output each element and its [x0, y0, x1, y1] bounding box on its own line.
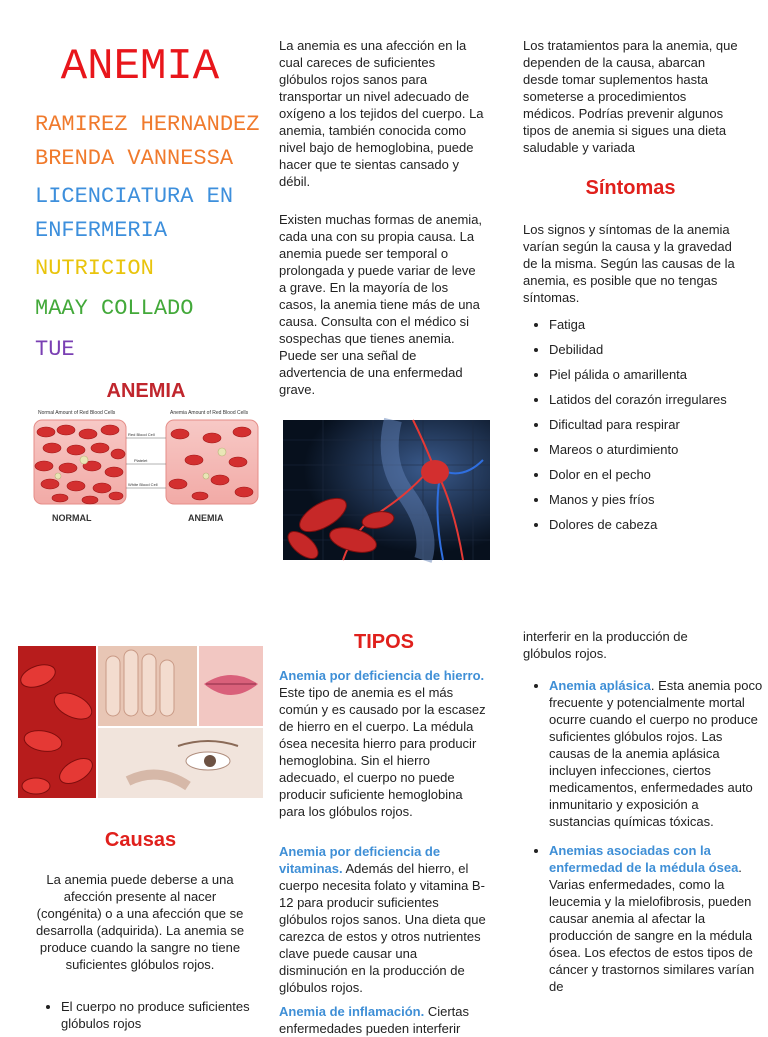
sintomas-heading: Síntomas — [585, 177, 676, 199]
intro-paragraph: La anemia es una afección en la cual careces de suficientes glóbulos rojos sanos para transportar un nivel adecuado de oxígeno a los tejidos del cuerpo. La anemia, también conocida como nivel bajo de hemoglobina, puede hacer que te sientas cansado y débil. — [279, 38, 484, 189]
tipo-vitaminas-name: Anemia por deficiencia de vitaminas. — [279, 844, 441, 876]
teacher: MAAY COLLADO — [35, 296, 194, 321]
list-item: • Latidos del corazón irregulares — [549, 391, 764, 408]
tipo-inflamacion — [279, 1003, 489, 1036]
list-item: • Piel pálida o amarillenta — [549, 366, 764, 383]
tipo-hierro-text: Este tipo de anemia es el más común y es causado por la escasez de hierro en el cuerpo. La médula ósea necesita hierro para producir hemoglobina. Sin el hierro adecuado, el cuerpo no puede producir suficiente hemoglobina para los glóbulos rojos. — [279, 685, 486, 819]
author-name: RAMIREZ HERNANDEZ BRENDA VANNESSA — [35, 112, 260, 171]
tipos-continuation: interferir en la producción de glóbulos rojos. — [523, 629, 688, 661]
blood-cells-illustration — [30, 380, 262, 526]
tipo-vitaminas-text: Además del hierro, el cuerpo necesita folato y vitamina B-12 para producir suficientes glóbulos rojos sanos. Una dieta que carezca de estos y otros nutrientes clave puede causar una disminución en la producción de glóbulos rojos. — [279, 861, 486, 995]
anemia-diagram — [30, 380, 262, 526]
list-item: • Debilidad — [549, 341, 764, 358]
diagram-right-caption: Anemia Amount of Red Blood Cells — [170, 410, 249, 416]
tipo-vitaminas — [279, 843, 489, 996]
tipo-hierro — [279, 667, 489, 820]
list-item — [549, 842, 763, 995]
tipos-heading: TIPOS — [353, 631, 414, 653]
label-anemia: ANEMIA — [188, 513, 224, 523]
list-item: • Dolor en el pecho — [549, 466, 764, 483]
treatments-paragraph: Los tratamientos para la anemia, que dependen de la causa, abarcan desde tomar suplementos hasta someterse a procedimientos médicos. Podrías prevenir algunos tipos de anemia si sigues una dieta saludable y variada — [523, 38, 738, 155]
group: TUE — [35, 337, 75, 362]
label-platelet: Platelet — [134, 458, 148, 463]
tipos-list — [523, 677, 763, 1024]
tipo-inflamacion-text: Ciertas enfermedades pueden interferir — [279, 1004, 469, 1036]
tipo-inflamacion-name: Anemia de inflamación. — [279, 1004, 425, 1019]
list-item — [549, 677, 763, 830]
label-normal: NORMAL — [52, 513, 92, 523]
diagram-title: ANEMIA — [106, 380, 186, 402]
causas-text: La anemia puede deberse a una afección presente al nacer (congénita) o a una afección que se desarrolla (adquirida). La anemia se produce cuando la sangre no tiene suficientes glóbulos rojos. — [35, 872, 245, 972]
anemia-aplasica-name: Anemia aplásica — [549, 678, 651, 693]
anemia-aplasica-text: . Esta anemia poco frecuente y potencialmente mortal ocurre cuando el cuerpo no produce suficientes glóbulos rojos. Las causas de la anemia aplásica incluyen infecciones, ciertos medicamentos, enfermedades auto inmunitario y exposición a sustancias químicas tóxicas. — [549, 678, 763, 829]
career: LICENCIATURA EN ENFERMERIA — [35, 184, 234, 243]
causas-heading: Causas — [104, 829, 177, 851]
forms-paragraph: Existen muchas formas de anemia, cada una con su propia causa. La anemia puede ser temporal o prolongada y puede variar de leve a grave. En la mayoría de los casos, la anemia tiene más de una causa. Consulta con el médico si sospechas que tienes anemia. Puede ser una señal de advertencia de una enfermedad grave. — [279, 212, 483, 397]
anemia-medula-text: . Varias enfermedades, como la leucemia y la mielofibrosis, pueden causar anemia al afectar la producción de sangre en la médula ósea. Los efectos de estos tipos de cáncer y trastornos similares varían de — [549, 860, 755, 994]
list-item: • Dificultad para respirar — [549, 416, 764, 433]
sintomas-list — [523, 316, 764, 541]
label-white-blood-cell: White Blood Cell — [128, 482, 158, 487]
anemia-medula-name: Anemias asociadas con la enfermedad de la médula ósea — [549, 843, 739, 875]
list-item: • Fatiga — [549, 316, 764, 333]
label-red-blood-cell: Red Blood Cell — [128, 432, 155, 437]
list-item: • Manos y pies fríos — [549, 491, 764, 508]
subject: NUTRICION — [35, 256, 154, 281]
symptoms-photo-collage — [18, 646, 263, 798]
diagram-left-caption: Normal Amount of Red Blood Cells — [38, 410, 116, 416]
cover-title: ANEMIA — [60, 42, 220, 92]
list-item: • Mareos o aturdimiento — [549, 441, 764, 458]
list-item: • El cuerpo no produce suficientes glóbulos rojos — [61, 998, 261, 1032]
tipo-hierro-name: Anemia por deficiencia de hierro. — [279, 668, 485, 683]
causas-list — [35, 998, 261, 1032]
circulatory-system-image — [283, 420, 490, 560]
list-item: • Dolores de cabeza — [549, 516, 764, 533]
sintomas-intro: Los signos y síntomas de la anemia varían según la causa y la gravedad de la misma. Según las causas de la anemia, es posible que no tengas síntomas. — [523, 222, 735, 305]
